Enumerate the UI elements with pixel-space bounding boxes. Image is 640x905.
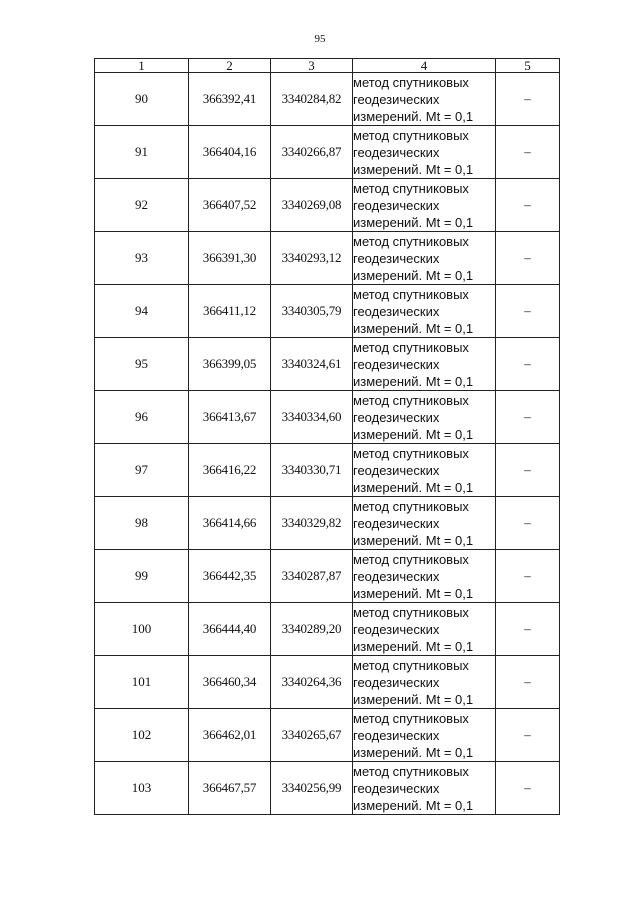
y-coordinate-cell: 3340289,20	[271, 603, 353, 656]
table-row	[95, 338, 560, 391]
method-line: измерений. Mt = 0,1	[353, 108, 474, 124]
method-cell	[353, 762, 496, 815]
point-number-cell: 94	[95, 285, 189, 338]
point-number-cell: 101	[95, 656, 189, 709]
method-line: геодезических	[353, 144, 440, 160]
note-cell: –	[496, 338, 560, 391]
x-coordinate-cell: 366467,57	[189, 762, 271, 815]
method-cell	[353, 126, 496, 179]
header-col-3: 3	[271, 59, 353, 73]
method-line: измерений. Mt = 0,1	[353, 161, 474, 177]
table-row	[95, 232, 560, 285]
x-coordinate-cell: 366404,16	[189, 126, 271, 179]
point-number-cell: 97	[95, 444, 189, 497]
y-coordinate-cell: 3340329,82	[271, 497, 353, 550]
table-row	[95, 285, 560, 338]
note-cell: –	[496, 762, 560, 815]
method-cell	[353, 656, 496, 709]
table-row	[95, 603, 560, 656]
coordinates-table	[94, 58, 560, 815]
table-row	[95, 126, 560, 179]
point-number-cell: 98	[95, 497, 189, 550]
method-line: измерений. Mt = 0,1	[353, 797, 474, 813]
point-number-cell: 90	[95, 73, 189, 126]
point-number-cell: 92	[95, 179, 189, 232]
method-line: метод спутниковых	[353, 604, 469, 620]
method-line: измерений. Mt = 0,1	[353, 638, 474, 654]
point-number-cell: 102	[95, 709, 189, 762]
method-line: измерений. Mt = 0,1	[353, 426, 474, 442]
x-coordinate-cell: 366391,30	[189, 232, 271, 285]
method-line: метод спутниковых	[353, 657, 469, 673]
note-cell: –	[496, 603, 560, 656]
point-number-cell: 93	[95, 232, 189, 285]
point-number-cell: 96	[95, 391, 189, 444]
x-coordinate-cell: 366399,05	[189, 338, 271, 391]
table-row	[95, 656, 560, 709]
method-line: метод спутниковых	[353, 339, 469, 355]
note-cell: –	[496, 285, 560, 338]
point-number-cell: 95	[95, 338, 189, 391]
note-cell: –	[496, 656, 560, 709]
method-line: геодезических	[353, 197, 440, 213]
x-coordinate-cell: 366462,01	[189, 709, 271, 762]
y-coordinate-cell: 3340334,60	[271, 391, 353, 444]
table-row	[95, 444, 560, 497]
point-number-cell: 103	[95, 762, 189, 815]
method-line: измерений. Mt = 0,1	[353, 532, 474, 548]
y-coordinate-cell: 3340324,61	[271, 338, 353, 391]
y-coordinate-cell: 3340264,36	[271, 656, 353, 709]
x-coordinate-cell: 366411,12	[189, 285, 271, 338]
point-number-cell: 99	[95, 550, 189, 603]
note-cell: –	[496, 126, 560, 179]
method-line: геодезических	[353, 356, 440, 372]
method-line: геодезических	[353, 515, 440, 531]
table-row	[95, 179, 560, 232]
y-coordinate-cell: 3340256,99	[271, 762, 353, 815]
y-coordinate-cell: 3340293,12	[271, 232, 353, 285]
method-line: метод спутниковых	[353, 445, 469, 461]
point-number-cell: 100	[95, 603, 189, 656]
x-coordinate-cell: 366407,52	[189, 179, 271, 232]
method-line: геодезических	[353, 727, 440, 743]
y-coordinate-cell: 3340266,87	[271, 126, 353, 179]
method-cell	[353, 550, 496, 603]
note-cell: –	[496, 179, 560, 232]
method-line: геодезических	[353, 303, 440, 319]
header-col-5: 5	[496, 59, 560, 73]
table-header	[95, 59, 560, 73]
method-line: геодезических	[353, 462, 440, 478]
table-row	[95, 73, 560, 126]
method-cell	[353, 444, 496, 497]
header-row	[95, 59, 560, 73]
method-cell	[353, 179, 496, 232]
x-coordinate-cell: 366442,35	[189, 550, 271, 603]
method-cell	[353, 73, 496, 126]
method-line: измерений. Mt = 0,1	[353, 479, 474, 495]
method-cell	[353, 497, 496, 550]
table-body	[95, 73, 560, 815]
y-coordinate-cell: 3340330,71	[271, 444, 353, 497]
method-line: измерений. Mt = 0,1	[353, 267, 474, 283]
y-coordinate-cell: 3340284,82	[271, 73, 353, 126]
method-line: геодезических	[353, 568, 440, 584]
y-coordinate-cell: 3340287,87	[271, 550, 353, 603]
method-line: метод спутниковых	[353, 74, 469, 90]
table-row	[95, 762, 560, 815]
method-line: метод спутниковых	[353, 551, 469, 567]
x-coordinate-cell: 366444,40	[189, 603, 271, 656]
method-line: измерений. Mt = 0,1	[353, 373, 474, 389]
page-number: 95	[314, 33, 326, 45]
method-line: метод спутниковых	[353, 180, 469, 196]
method-line: метод спутниковых	[353, 498, 469, 514]
x-coordinate-cell: 366413,67	[189, 391, 271, 444]
header-col-4: 4	[353, 59, 496, 73]
method-line: геодезических	[353, 780, 440, 796]
x-coordinate-cell: 366416,22	[189, 444, 271, 497]
note-cell: –	[496, 444, 560, 497]
table-row	[95, 497, 560, 550]
method-line: измерений. Mt = 0,1	[353, 585, 474, 601]
method-cell	[353, 285, 496, 338]
method-line: измерений. Mt = 0,1	[353, 744, 474, 760]
method-line: измерений. Mt = 0,1	[353, 691, 474, 707]
note-cell: –	[496, 391, 560, 444]
note-cell: –	[496, 232, 560, 285]
x-coordinate-cell: 366460,34	[189, 656, 271, 709]
method-cell	[353, 232, 496, 285]
method-line: метод спутниковых	[353, 286, 469, 302]
note-cell: –	[496, 550, 560, 603]
table-row	[95, 550, 560, 603]
table-row	[95, 391, 560, 444]
header-col-1: 1	[95, 59, 189, 73]
method-cell	[353, 603, 496, 656]
method-line: геодезических	[353, 91, 440, 107]
header-col-2: 2	[189, 59, 271, 73]
method-line: геодезических	[353, 409, 440, 425]
note-cell: –	[496, 497, 560, 550]
x-coordinate-cell: 366392,41	[189, 73, 271, 126]
method-line: геодезических	[353, 250, 440, 266]
method-cell	[353, 709, 496, 762]
method-line: измерений. Mt = 0,1	[353, 214, 474, 230]
method-cell	[353, 338, 496, 391]
y-coordinate-cell: 3340305,79	[271, 285, 353, 338]
method-cell	[353, 391, 496, 444]
point-number-cell: 91	[95, 126, 189, 179]
note-cell: –	[496, 73, 560, 126]
y-coordinate-cell: 3340265,67	[271, 709, 353, 762]
method-line: геодезических	[353, 674, 440, 690]
method-line: метод спутниковых	[353, 763, 469, 779]
note-cell: –	[496, 709, 560, 762]
x-coordinate-cell: 366414,66	[189, 497, 271, 550]
method-line: геодезических	[353, 621, 440, 637]
method-line: метод спутниковых	[353, 233, 469, 249]
method-line: метод спутниковых	[353, 392, 469, 408]
y-coordinate-cell: 3340269,08	[271, 179, 353, 232]
table-row	[95, 709, 560, 762]
method-line: метод спутниковых	[353, 127, 469, 143]
method-line: измерений. Mt = 0,1	[353, 320, 474, 336]
method-line: метод спутниковых	[353, 710, 469, 726]
